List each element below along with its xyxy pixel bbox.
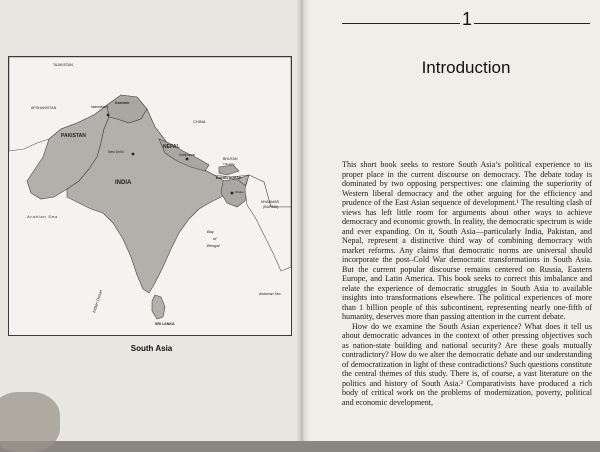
label-kashmir: Kashmir <box>115 101 130 105</box>
label-india: INDIA <box>115 180 132 186</box>
islamabad-marker <box>107 114 110 117</box>
label-nepal: NEPAL <box>163 144 180 150</box>
label-burma: (BURMA) <box>263 205 279 209</box>
label-myanmar: MYANMAR <box>261 200 280 204</box>
left-page <box>0 0 303 441</box>
label-of: of <box>213 236 217 241</box>
book-gutter <box>296 0 310 441</box>
label-arabian-sea: Arabian Sea <box>27 214 58 219</box>
new-delhi-marker <box>132 153 135 156</box>
sri-lanka-region <box>152 295 165 319</box>
label-sri-lanka: SRI LANKA <box>155 322 175 326</box>
label-china: CHINA <box>193 119 206 124</box>
label-kathmandu: Kathmandu <box>179 153 196 157</box>
label-new-delhi: New Delhi <box>108 150 124 154</box>
body-text <box>342 160 592 407</box>
label-tajikistan: TAJIKISTAN <box>53 63 73 67</box>
dhaka-marker <box>231 192 234 195</box>
chapter-number: 1 <box>461 9 472 29</box>
map-graphic <box>9 57 291 335</box>
paragraph: How do we examine the South Asian experience? What does it tell us about democratic advances in the context of other pressing objectives such as nation-state building and national security? Are these goals mutually contradictory? How do we alter the democratic debate and our understanding of democratization in light of these contradictions? Such questions constitute the central themes of this study. There is, of course, a vast literature on the politics and history of South Asia.² Comparativists have produced a rich body of critical work on the problems of modernization, poverty, political and economic development, <box>342 321 592 407</box>
label-andaman-sea: Andaman Sea <box>259 292 281 296</box>
south-asia-map <box>8 56 292 336</box>
chapter-title: Introduction <box>421 58 511 77</box>
label-bhutan: BHUTAN <box>223 157 238 161</box>
label-afghanistan: AFGHANISTAN <box>31 106 57 110</box>
label-bangladesh: BANGLADESH <box>216 176 242 180</box>
thumb-shadow <box>0 392 60 452</box>
label-islamabad: Islamabad <box>91 105 107 109</box>
label-bengal: Bengal <box>207 243 220 248</box>
label-dhaka: Dhaka <box>235 190 244 194</box>
label-indian-ocean: Indian Ocean <box>91 289 104 314</box>
map-caption: South Asia <box>130 344 173 353</box>
label-pakistan: PAKISTAN <box>61 133 86 139</box>
label-bay: Bay <box>207 229 214 234</box>
paragraph: This short book seeks to restore South Asia’s political experience to its proper place in the current discourse on democracy. The debate today is dominated by two opposing perspectives: one claiming the superiority of Western liberal democracy and the other arguing for the efficiency and prudence of the East Asian sequence of development.¹ The resulting clash of views has left little room for arguments about other ways to achieve democracy and economic growth. In reality, the democratic spectrum is wide and ever expanding. On it, South Asia—particularly India, Pakistan, and Nepal, represent a distinctive third way of combining democracy with market reforms. Any claims that democratic norms are universal should incorporate the post–Cold War democratic transformations in South Asia. But the current popular discourse remains centered on Russia, Eastern Europe, and Latin America. This book seeks to correct this imbalance and relate the experience of democratic struggles in South Asia to available insights into transformations elsewhere. The political experiences of more than 1 billion people of this subcontinent, representing nearly one-fifth of humanity, deserves more than passing attention in the current debate. <box>342 160 592 321</box>
kathmandu-marker <box>186 158 189 161</box>
label-thimphu: Thimphu <box>223 162 235 166</box>
